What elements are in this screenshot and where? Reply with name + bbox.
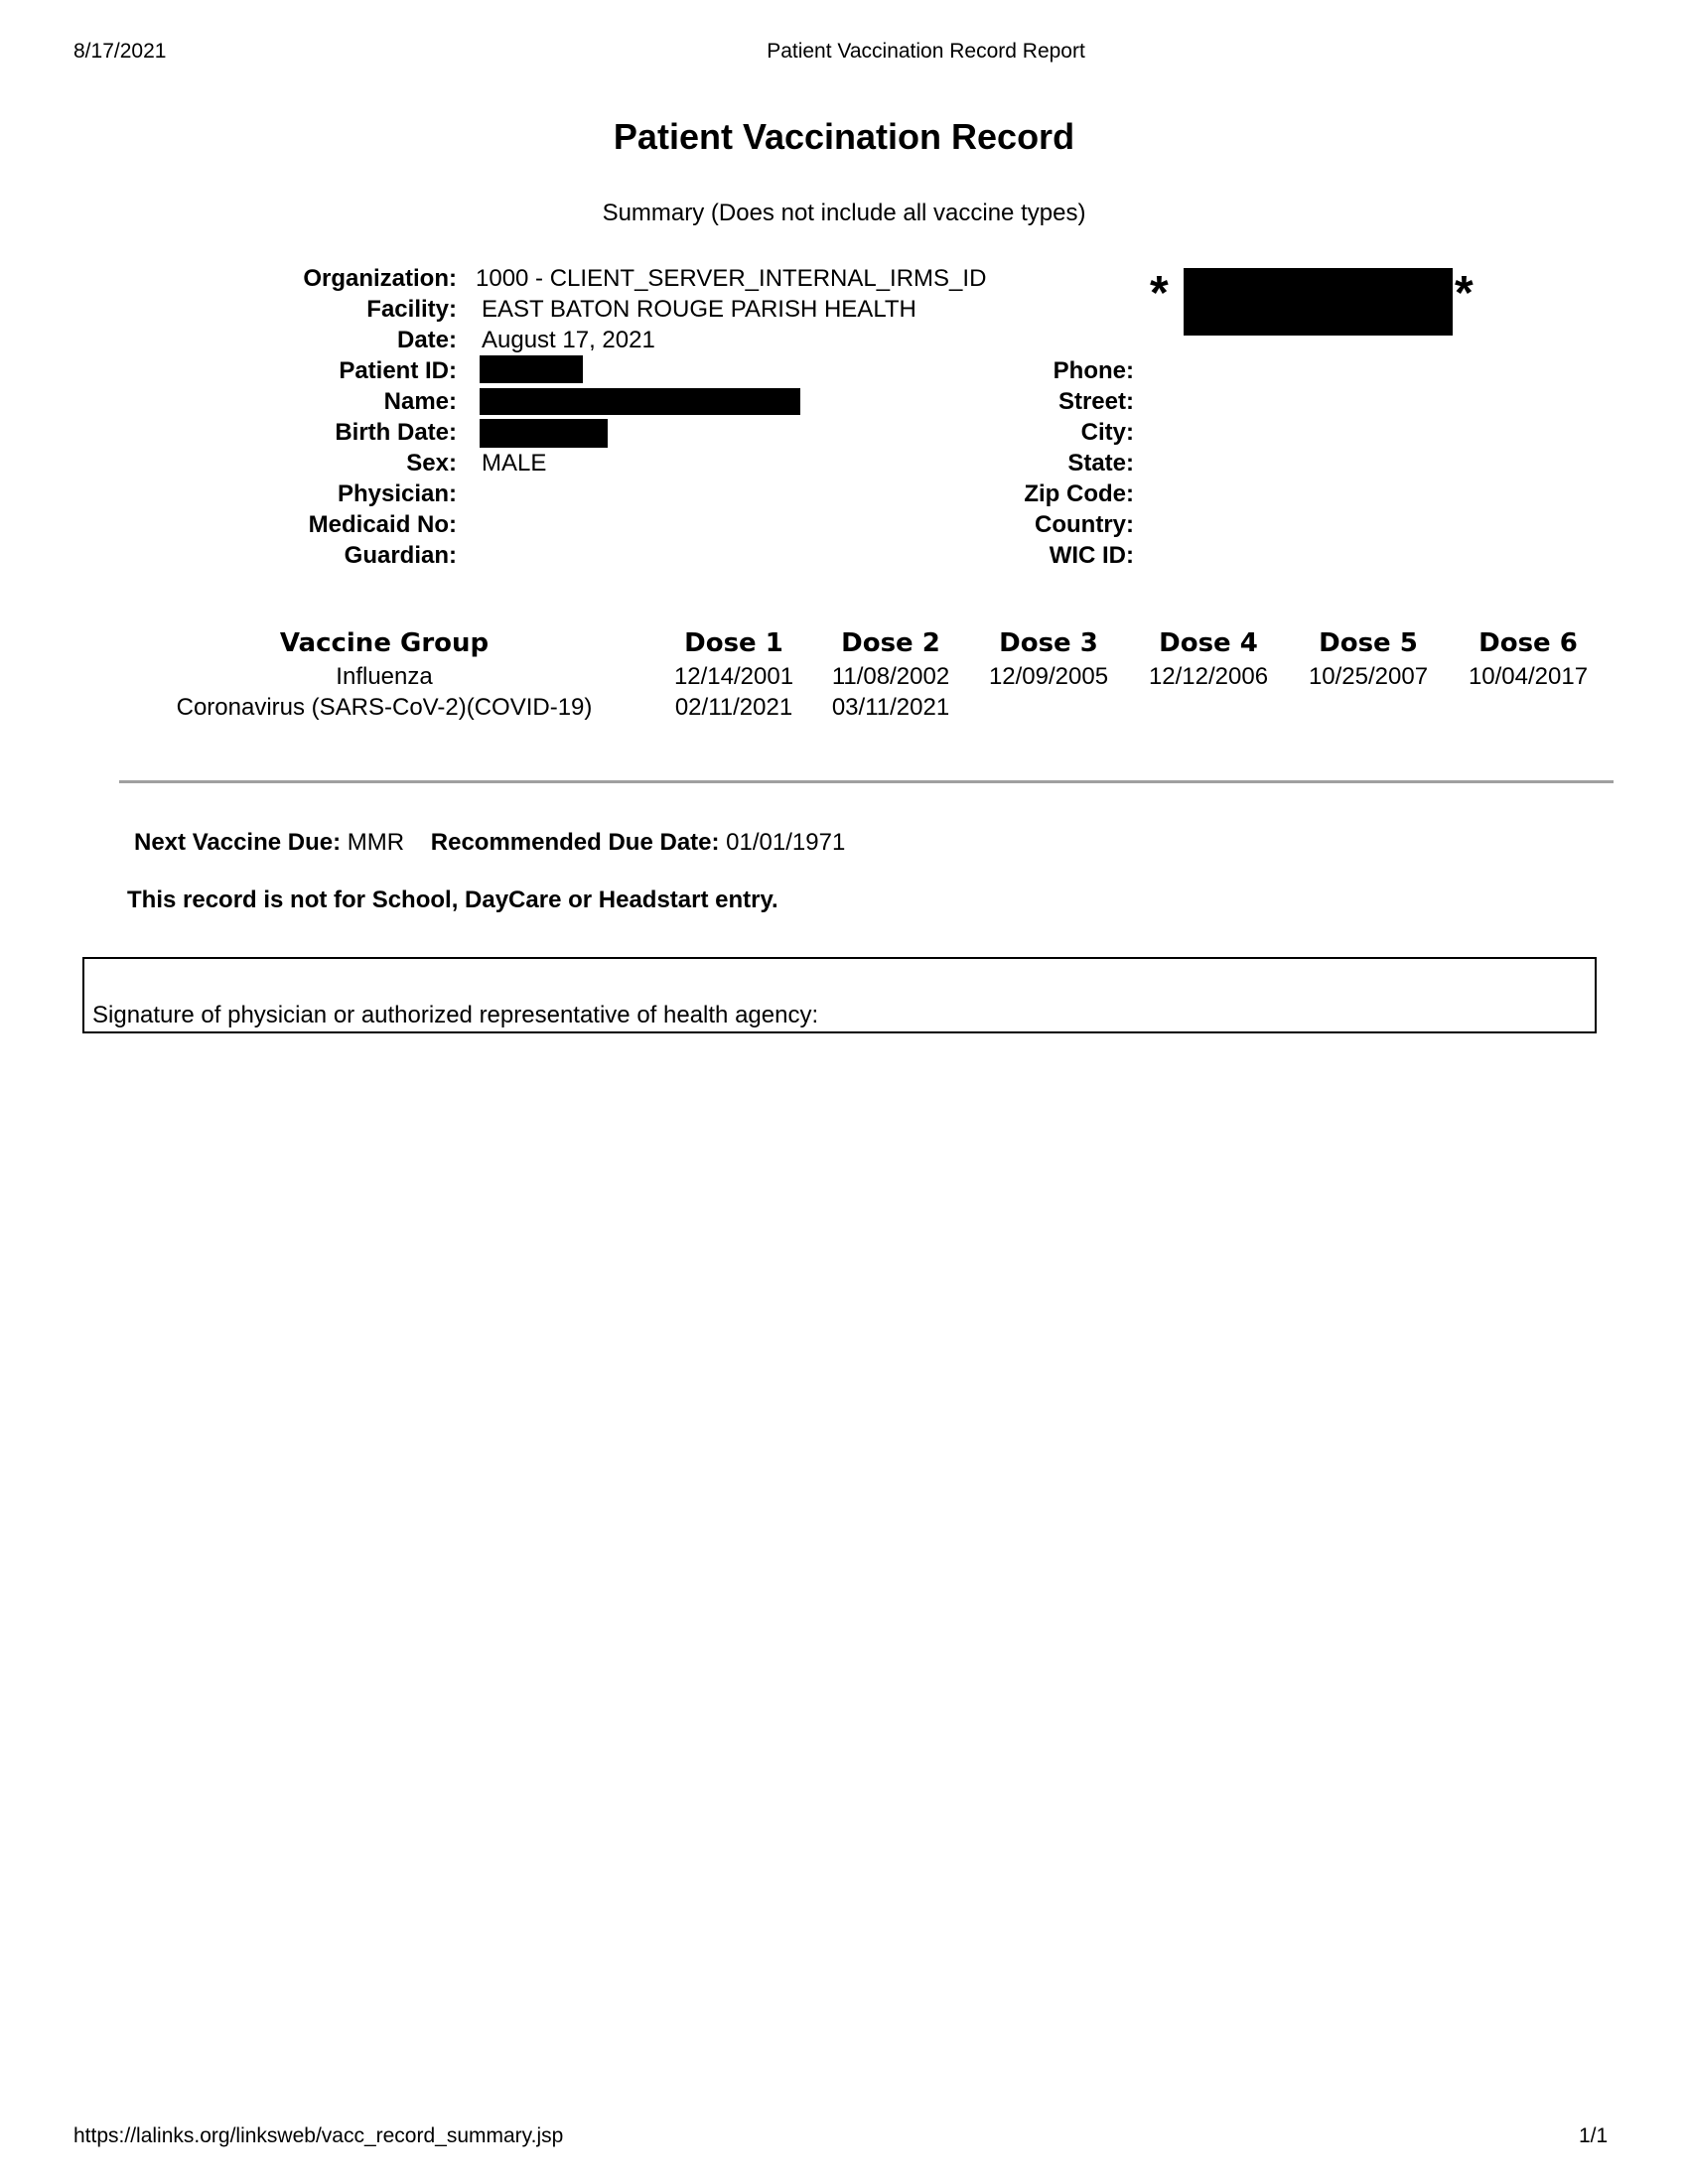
dose-cell: 12/09/2005 xyxy=(988,663,1109,690)
next-vaccine-due-label: Next Vaccine Due: xyxy=(134,829,342,856)
patient-labels xyxy=(238,263,457,571)
dose-cell: 02/11/2021 xyxy=(674,694,793,721)
barcode-redaction xyxy=(1184,268,1453,336)
report-title: Patient Vaccination Record Report xyxy=(767,40,1085,63)
organization-value: 1000 - CLIENT_SERVER_INTERNAL_IRMS_ID xyxy=(476,265,987,292)
vaccine-group-cell: Coronavirus (SARS-CoV-2)(COVID-19) xyxy=(176,694,593,721)
sex-value: MALE xyxy=(482,450,547,477)
date-value: August 17, 2021 xyxy=(482,327,655,353)
next-vaccine-due-value: MMR xyxy=(347,829,405,856)
name-label: Name: xyxy=(383,388,457,415)
birth-date-redaction xyxy=(480,419,608,448)
dose-cell: 10/25/2007 xyxy=(1308,663,1429,690)
barcode-star-left: * xyxy=(1150,267,1169,320)
facility-value: EAST BATON ROUGE PARISH HEALTH xyxy=(482,296,916,323)
street-label: Street: xyxy=(1057,388,1134,415)
page-subtitle: Summary (Does not include all vaccine types) xyxy=(602,200,1086,226)
signature-box xyxy=(82,957,1597,1033)
recommended-due-date-value: 01/01/1971 xyxy=(726,829,846,856)
barcode-star-right: * xyxy=(1455,267,1474,320)
vaccine-group-header: Vaccine Group xyxy=(279,628,490,658)
city-label: City: xyxy=(1080,419,1134,446)
medicaid-label: Medicaid No: xyxy=(308,511,457,538)
dose-cell: 03/11/2021 xyxy=(831,694,950,721)
dose-header: Dose 4 xyxy=(1159,628,1258,658)
dose-header: Dose 3 xyxy=(999,628,1098,658)
sex-label: Sex: xyxy=(406,450,457,477)
physician-label: Physician: xyxy=(337,480,457,507)
dose-header: Dose 2 xyxy=(841,628,940,658)
guardian-label: Guardian: xyxy=(344,542,457,569)
facility-label: Facility: xyxy=(366,296,457,323)
dose-header: Dose 5 xyxy=(1319,628,1418,658)
dose-cell: 10/04/2017 xyxy=(1468,663,1589,690)
patient-id-redaction xyxy=(480,355,583,383)
recommended-due-date-label: Recommended Due Date: xyxy=(430,829,720,856)
next-vaccine-due xyxy=(134,829,845,857)
dose-cell: 11/08/2002 xyxy=(831,663,950,690)
birth-date-label: Birth Date: xyxy=(335,419,457,446)
vaccine-group-cell: Influenza xyxy=(336,663,433,690)
page-title: Patient Vaccination Record xyxy=(613,116,1075,157)
footer-url: https://lalinks.org/linksweb/vacc_record_summary.jsp xyxy=(73,2124,564,2147)
patient-id-label: Patient ID: xyxy=(339,357,457,384)
organization-label: Organization: xyxy=(303,265,457,292)
state-label: State: xyxy=(1067,450,1134,477)
page-number: 1/1 xyxy=(1579,2124,1609,2147)
dose-header: Dose 1 xyxy=(684,628,783,658)
contact-labels xyxy=(943,355,1134,571)
date-label: Date: xyxy=(396,327,457,353)
dose-header: Dose 6 xyxy=(1478,628,1578,658)
name-redaction xyxy=(480,388,800,415)
dose-cell: 12/12/2006 xyxy=(1148,663,1269,690)
dose-cell: 12/14/2001 xyxy=(673,663,794,690)
signature-label: Signature of physician or authorized representative of health agency: xyxy=(92,1002,819,1028)
phone-label: Phone: xyxy=(1053,357,1134,384)
country-label: Country: xyxy=(1035,511,1134,538)
wic-id-label: WIC ID: xyxy=(1049,542,1134,569)
section-divider xyxy=(119,780,1614,783)
entry-warning: This record is not for School, DayCare or Headstart entry. xyxy=(127,887,778,913)
print-date: 8/17/2021 xyxy=(73,40,167,63)
zip-code-label: Zip Code: xyxy=(1024,480,1134,507)
